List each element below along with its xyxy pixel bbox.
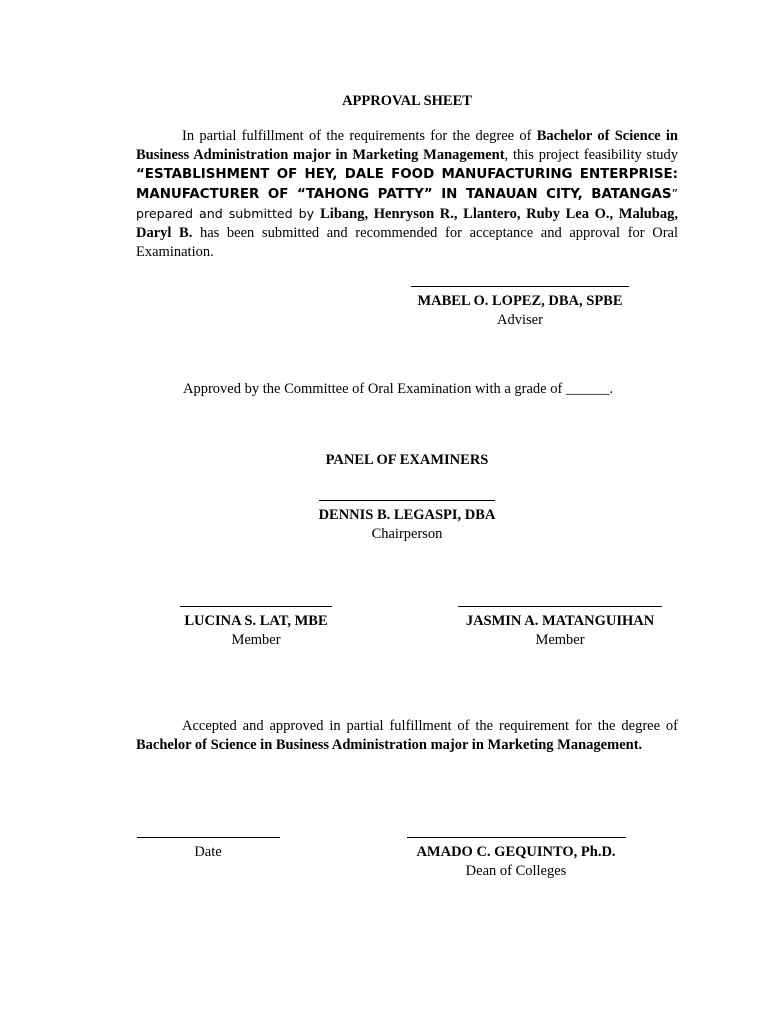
chair-role: Chairperson bbox=[371, 526, 443, 542]
intro-text-3: ” prepared and submitted by bbox=[136, 186, 678, 221]
acceptance-degree-text: Bachelor of Science in Business Administration major in Marketing Management. bbox=[136, 737, 643, 753]
study-title: “ESTABLISHMENT OF HEY, DALE FOOD MANUFACTURING ENTERPRISE: MANUFACTURER OF “TAHONG PATTY” IN TANAUAN CITY, BATANGAS bbox=[136, 167, 678, 202]
degree-text: Bachelor of Science in Business Administration major in Marketing Management bbox=[136, 128, 678, 163]
member1-name: LUCINA S. LAT, MBE bbox=[184, 613, 328, 629]
intro-text-4: has been submitted and recommended for acceptance and approval for Oral Examination. bbox=[136, 225, 679, 260]
committee-grade-line: Approved by the Committee of Oral Examination with a grade of ______. bbox=[183, 381, 614, 397]
member1-role: Member bbox=[231, 632, 281, 648]
adviser-signature-line bbox=[411, 286, 629, 287]
acceptance-text: Accepted and approved in partial fulfillment of the requirement for the degree of bbox=[182, 718, 678, 734]
dean-signature-block bbox=[396, 837, 636, 880]
panel-heading: PANEL OF EXAMINERS bbox=[325, 452, 489, 468]
intro-text-2: , this project feasibility study bbox=[504, 147, 678, 163]
acceptance-paragraph bbox=[136, 717, 678, 755]
member2-signature-block bbox=[450, 606, 670, 649]
page-title: APPROVAL SHEET bbox=[342, 93, 472, 109]
adviser-role: Adviser bbox=[497, 312, 543, 328]
member1-signature-block bbox=[156, 606, 356, 649]
member2-name: JASMIN A. MATANGUIHAN bbox=[465, 613, 655, 629]
dean-name: AMADO C. GEQUINTO, Ph.D. bbox=[416, 844, 616, 860]
date-label: Date bbox=[194, 844, 222, 860]
member2-role: Member bbox=[535, 632, 585, 648]
chair-name: DENNIS B. LEGASPI, DBA bbox=[318, 507, 496, 523]
date-line bbox=[137, 837, 280, 838]
member2-signature-line bbox=[458, 606, 662, 607]
member1-signature-line bbox=[180, 606, 332, 607]
adviser-name: MABEL O. LOPEZ, DBA, SPBE bbox=[417, 293, 623, 309]
intro-paragraph bbox=[136, 127, 678, 262]
chair-signature-line bbox=[319, 500, 495, 501]
authors-text: Libang, Henryson R., Llantero, Ruby Lea O., Malubag, Daryl B. bbox=[136, 206, 678, 241]
intro-text-1: In partial fulfillment of the requirements for the degree of bbox=[182, 128, 537, 144]
date-signature-block bbox=[128, 837, 288, 861]
adviser-signature-block bbox=[400, 286, 640, 329]
dean-signature-line bbox=[407, 837, 626, 838]
chair-signature-block bbox=[297, 500, 517, 543]
dean-role: Dean of Colleges bbox=[465, 863, 567, 879]
